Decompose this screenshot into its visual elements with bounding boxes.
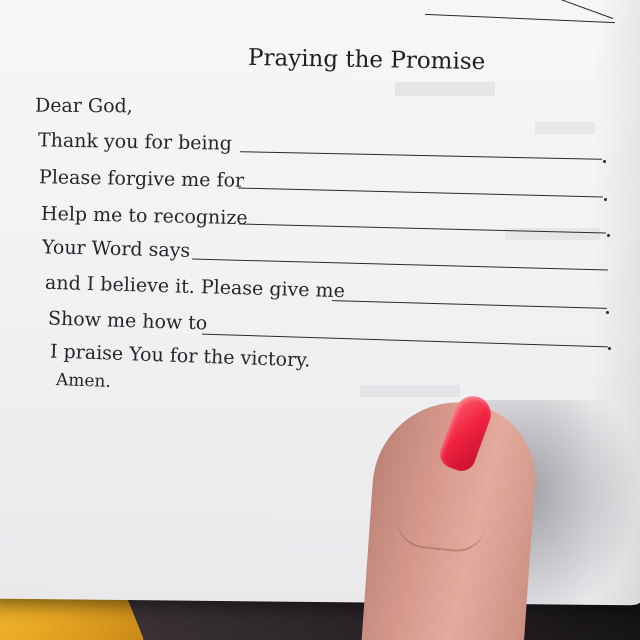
line-end-period: [608, 347, 611, 350]
show-through-mark: [395, 82, 495, 96]
prayer-line-greeting: Dear God,: [34, 94, 133, 118]
line-end-period: [604, 198, 607, 201]
prayer-line-believe: and I believe it. Please give me: [44, 271, 346, 303]
line-end-period: [607, 234, 610, 237]
prayer-line-recognize: Help me to recognize: [40, 202, 248, 230]
line-end-period: [606, 311, 609, 314]
prayer-line-show-me: Show me how to: [47, 307, 208, 335]
prayer-line-amen: Amen.: [55, 370, 112, 392]
show-through-mark: [535, 122, 595, 134]
prayer-line-thank-you: Thank you for being: [37, 129, 233, 155]
line-end-period: [603, 160, 606, 163]
show-through-mark: [360, 385, 460, 397]
prayer-line-forgive: Please forgive me for: [38, 166, 245, 192]
prayer-line-word-says: Your Word says: [41, 236, 191, 262]
page-title: Praying the Promise: [247, 44, 486, 76]
prayer-line-praise: I praise You for the victory.: [49, 340, 311, 372]
